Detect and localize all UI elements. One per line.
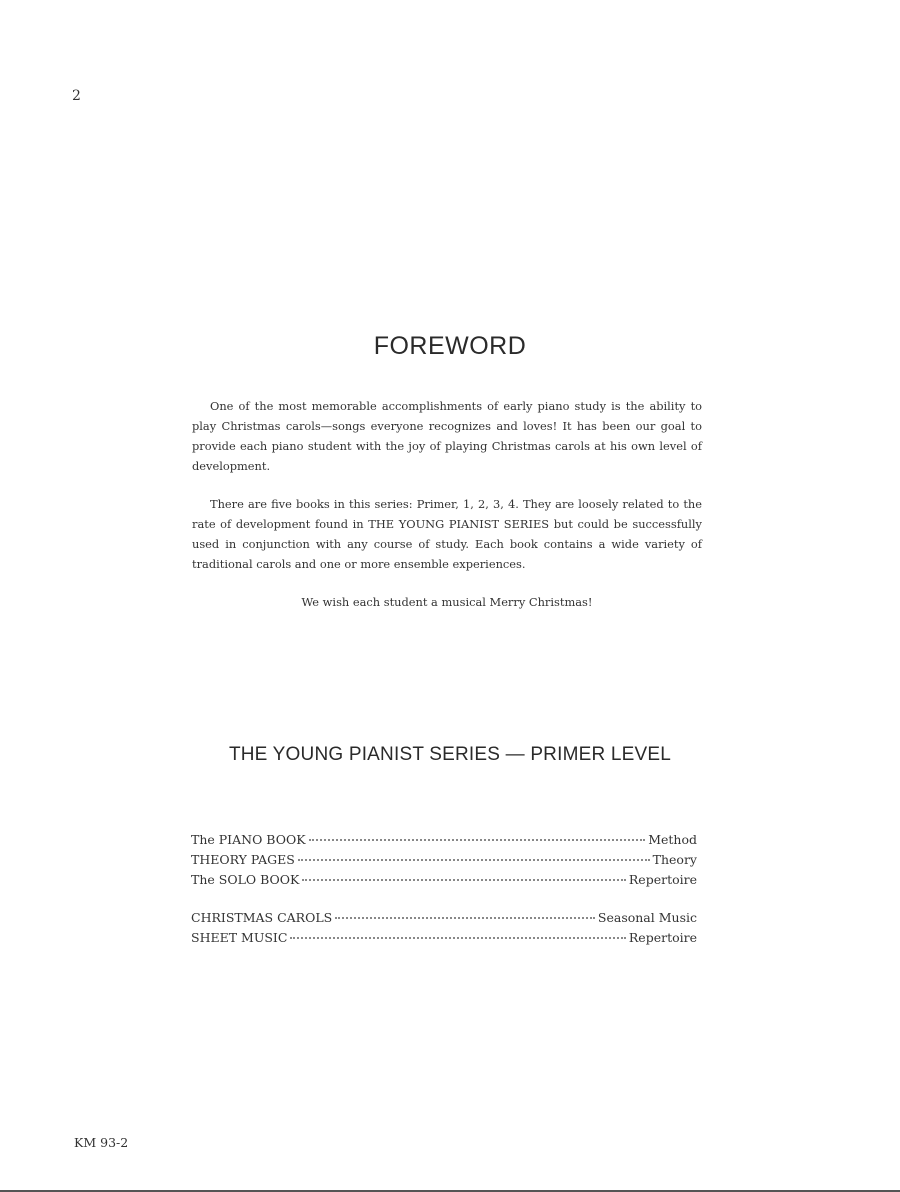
dot-leader <box>309 839 646 841</box>
book-category: Method <box>648 832 697 847</box>
book-category: Theory <box>652 852 697 867</box>
foreword-closing: We wish each student a musical Merry Christmas! <box>301 595 593 609</box>
page-number: 2 <box>72 88 81 104</box>
dot-leader <box>290 937 625 939</box>
book-category: Repertoire <box>628 872 697 887</box>
book-row <box>191 850 697 870</box>
book-group <box>191 830 697 890</box>
book-category: Repertoire <box>628 930 697 945</box>
foreword-body <box>192 396 702 630</box>
foreword-paragraph: There are five books in this series: Primer, 1, 2, 3, 4. They are loosely related to the rate of development found in THE YOUNG PIANIST SERIES but could be successfully used in conjunction with any course of study. Each book contains a wide variety of traditional carols and one or more ensemble experiences. <box>192 497 702 571</box>
book-row <box>191 928 697 948</box>
book-title: CHRISTMAS CAROLS <box>191 910 333 925</box>
book-title: SHEET MUSIC <box>191 930 288 945</box>
book-row <box>191 908 697 928</box>
dot-leader <box>298 859 650 861</box>
book-title: The PIANO BOOK <box>191 832 306 847</box>
foreword-heading: FOREWORD <box>373 332 527 360</box>
book-row <box>191 830 697 850</box>
dot-leader <box>335 917 595 919</box>
series-title: THE YOUNG PIANIST SERIES — PRIMER LEVEL <box>228 744 672 765</box>
catalog-code: KM 93-2 <box>74 1135 129 1150</box>
foreword-paragraph: One of the most memorable accomplishments of early piano study is the ability to play Christmas carols—songs everyone recognizes and loves! It has been our goal to provide each piano student with the joy of playing Christmas carols at his own level of development. <box>192 399 702 473</box>
book-title: THEORY PAGES <box>191 852 295 867</box>
dot-leader <box>302 879 626 881</box>
book-row <box>191 870 697 890</box>
book-group <box>191 908 697 948</box>
book-title: The SOLO BOOK <box>191 872 300 887</box>
series-book-list <box>191 830 697 966</box>
book-category: Seasonal Music <box>597 910 697 925</box>
